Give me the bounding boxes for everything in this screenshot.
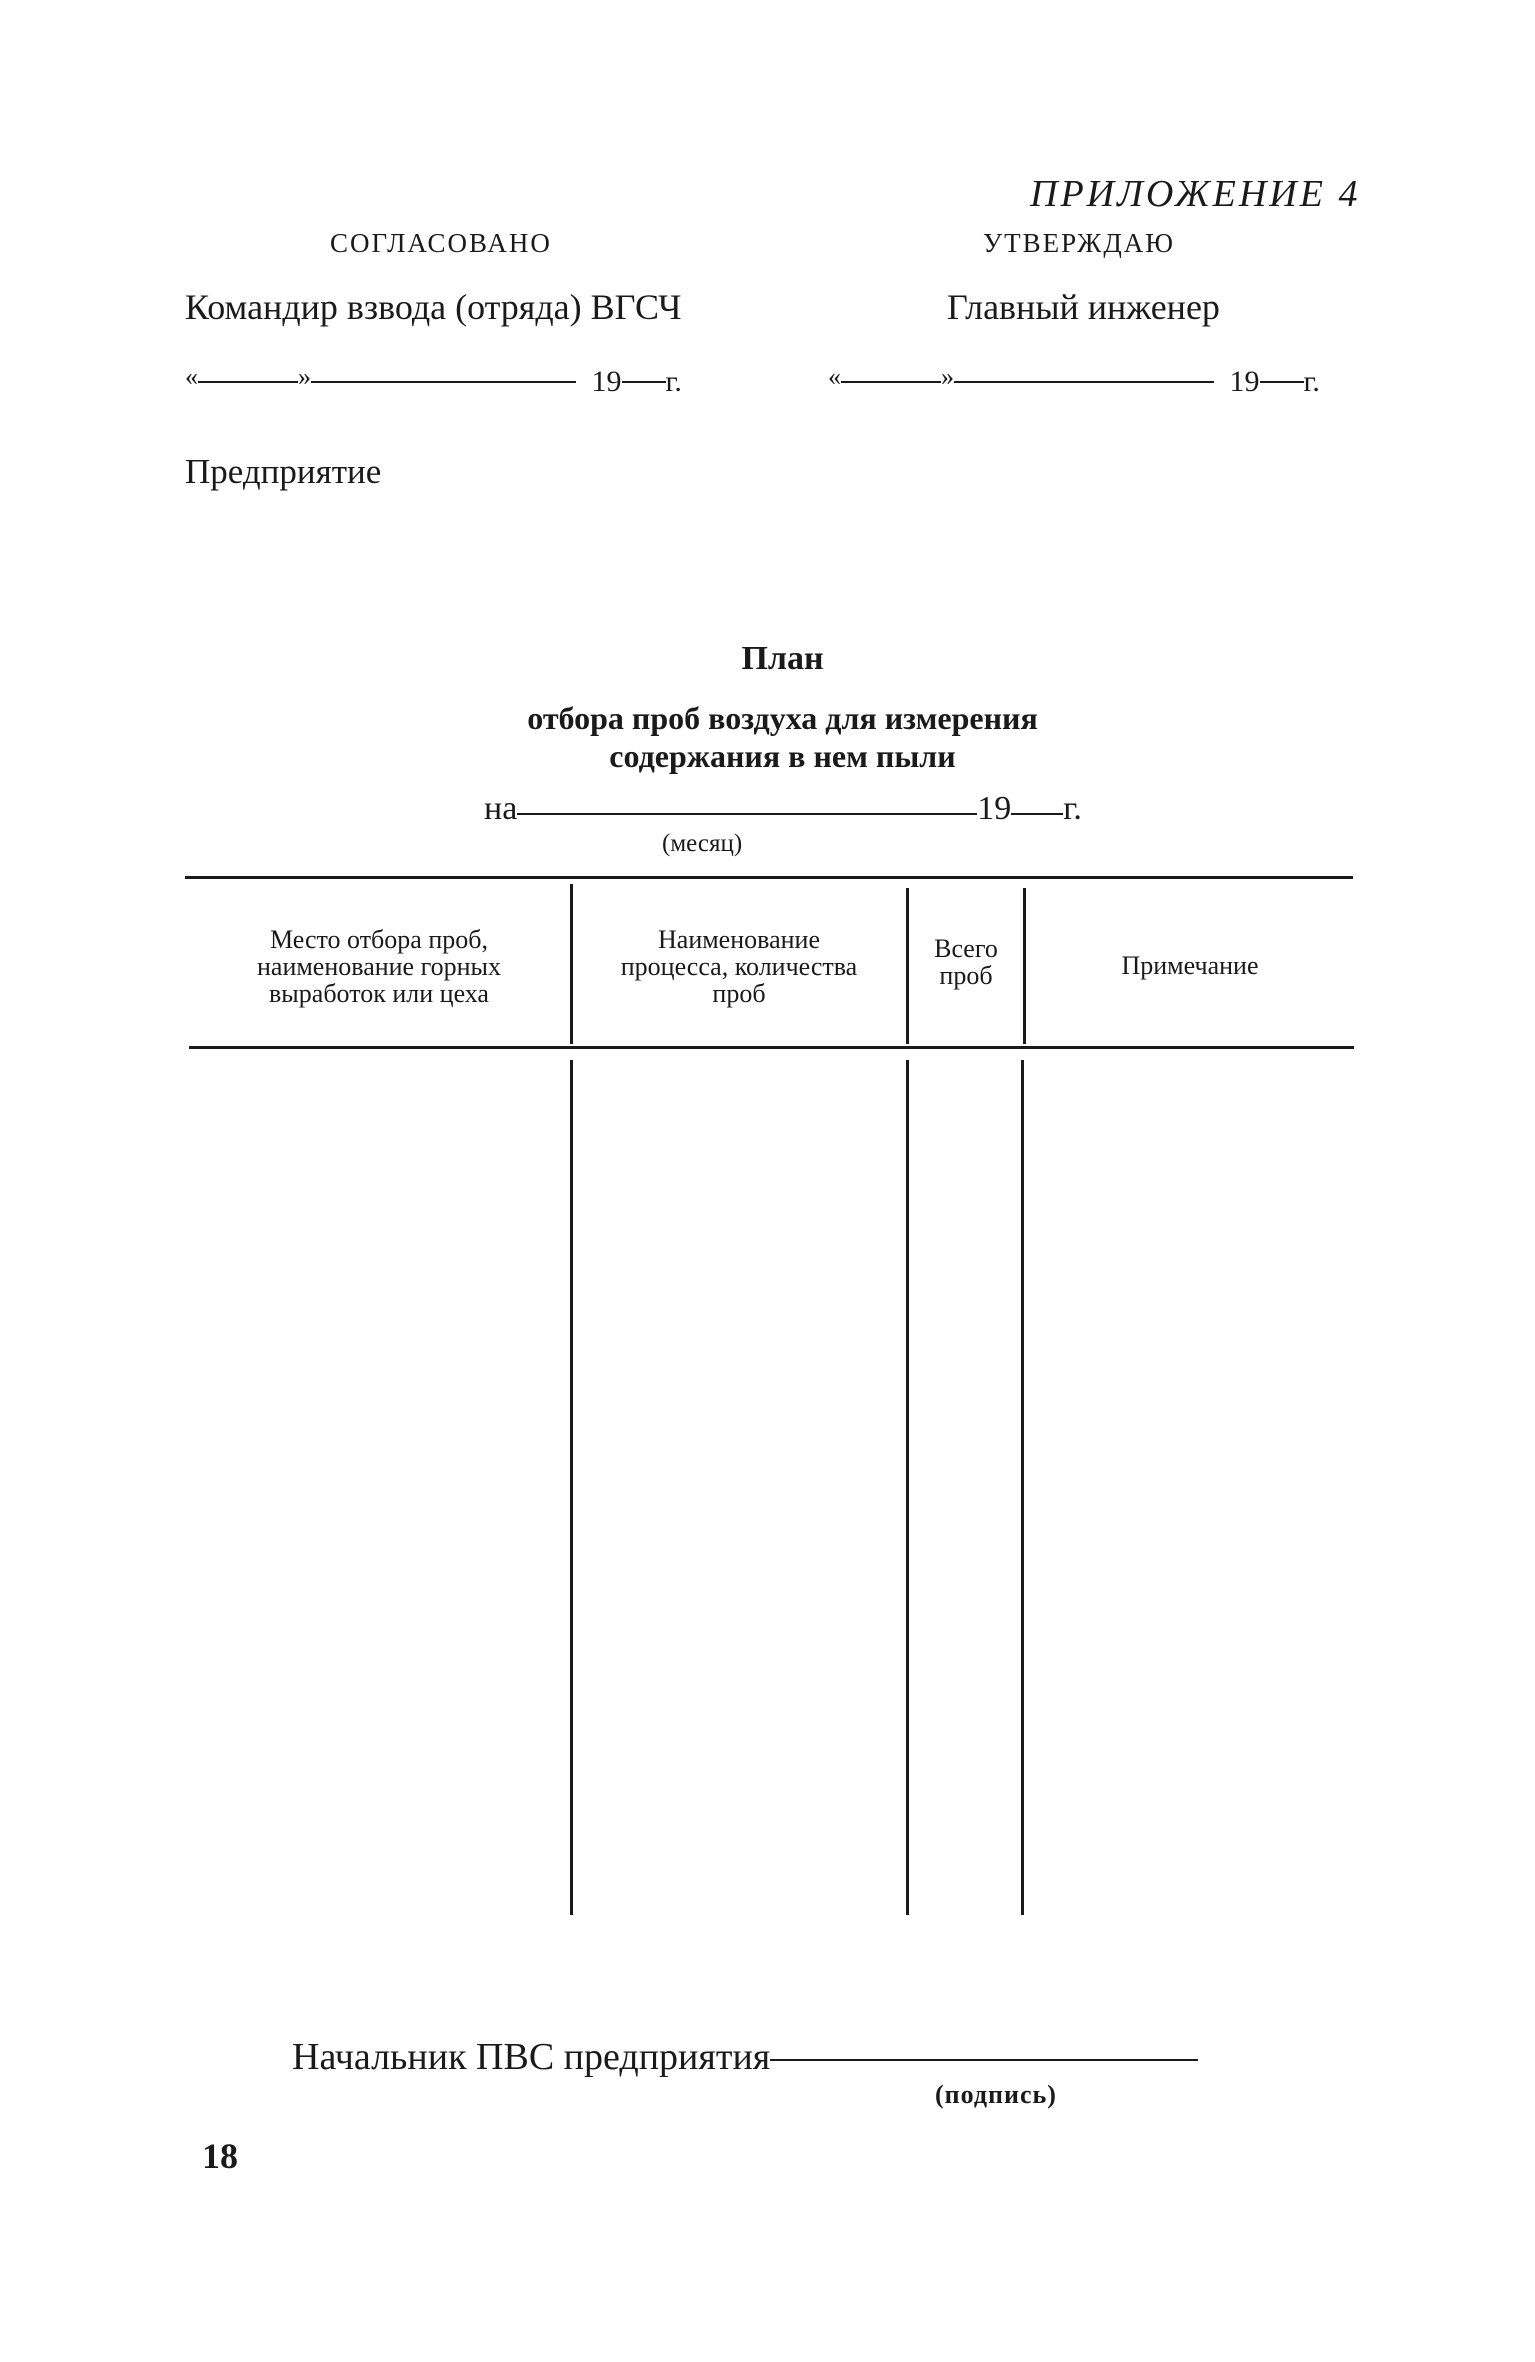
- day-blank: [198, 381, 298, 383]
- year-blank: [1011, 813, 1063, 815]
- plan-subtitle-line1: отбора проб воздуха для измерения: [527, 700, 1038, 736]
- column-divider: [1021, 1060, 1024, 1915]
- plan-title: План: [741, 640, 824, 677]
- year-blank: [1260, 381, 1304, 383]
- column-divider: [906, 1060, 909, 1915]
- enterprise-label: Предприятие: [185, 452, 382, 491]
- signer-field: Начальник ПВС предприятия: [292, 2035, 1198, 2079]
- appendix-label: ПРИЛОЖЕНИЕ 4: [1030, 173, 1361, 215]
- day-blank: [841, 381, 941, 383]
- column-divider: [570, 1060, 573, 1915]
- column-divider: [570, 884, 573, 1044]
- signature-caption: (подпись): [935, 2080, 1057, 2109]
- column-divider: [906, 888, 909, 1044]
- plan-period-field: на 19 г.: [484, 790, 1082, 827]
- month-caption: (месяц): [662, 830, 743, 857]
- year-blank: [622, 381, 666, 383]
- month-blank: [517, 813, 977, 815]
- header-bottom-rule: [189, 1046, 1354, 1049]
- agreed-title: СОГЛАСОВАНО: [330, 228, 552, 258]
- column-header-sampling-place: Место отбора проб, наименование горных выработок или цеха: [256, 925, 502, 1008]
- page-number: 18: [202, 2136, 238, 2176]
- plan-subtitle-line2: содержания в нем пыли: [609, 738, 956, 774]
- month-blank: [954, 381, 1214, 383]
- column-header-total-samples: Всего проб: [934, 934, 998, 990]
- approve-position: Главный инженер: [947, 287, 1220, 327]
- agreed-date-field: « » 19 г.: [185, 362, 682, 398]
- month-blank: [311, 381, 576, 383]
- column-header-process: Наименование процесса, количества проб: [620, 925, 858, 1008]
- signature-blank: [770, 2059, 1198, 2061]
- agreed-position: Командир взвода (отряда) ВГСЧ: [185, 287, 682, 327]
- approve-date-field: « » 19 г.: [828, 362, 1320, 398]
- table-top-rule: [185, 876, 1353, 879]
- column-header-note: Примечание: [1121, 951, 1259, 980]
- approve-title: УТВЕРЖДАЮ: [983, 228, 1176, 258]
